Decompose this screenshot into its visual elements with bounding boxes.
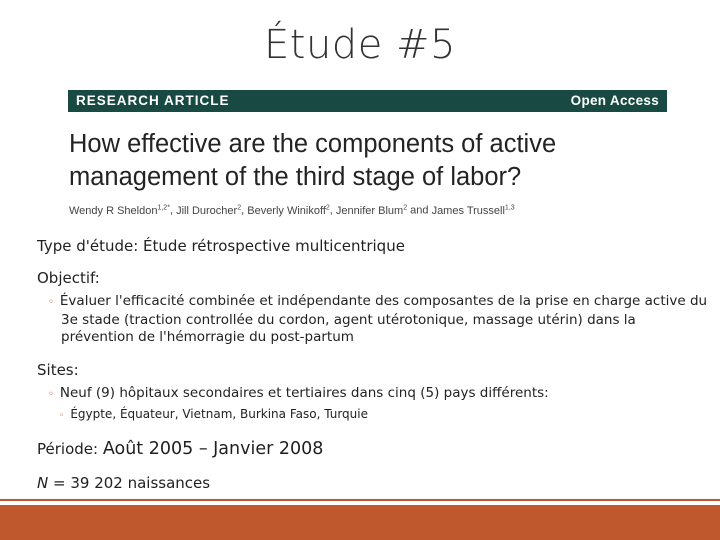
objective-label: Objectif:: [37, 269, 100, 287]
sample-size-line: [37, 474, 210, 492]
period-value: Août 2005 – Janvier 2008: [102, 439, 324, 459]
article-authors: Wendy R Sheldon$^{1,2*}$, Jill Durocher$^2$, Beverly Winikoff$^2$, Jennifer Blum$^2$ and James Trussell$^{1,3}$: [69, 204, 515, 217]
article-heading: [69, 128, 669, 194]
n-value: = 39 202 naissances: [53, 474, 211, 492]
article-heading-line-1: How effective are the components of active: [69, 130, 557, 158]
countries-item: [59, 407, 368, 421]
objective-item: [48, 293, 708, 347]
research-article-banner: [68, 90, 667, 112]
slide-title: Étude #5: [264, 22, 456, 68]
n-label: N: [37, 474, 49, 492]
bullet-icon: ◦: [48, 389, 54, 400]
author: Wendy R Sheldon$^{1,2*}$: [69, 204, 170, 217]
author: Jill Durocher$^2$: [176, 204, 242, 217]
sites-text: Neuf (9) hôpitaux secondaires et tertiaires dans cinq (5) pays différents:: [59, 385, 549, 401]
bullet-icon: ◦: [48, 297, 54, 308]
sites-item: [48, 385, 549, 401]
article-heading-line-2: management of the third stage of labor?: [69, 163, 522, 191]
countries-text: Égypte, Équateur, Vietnam, Burkina Faso, Turquie: [70, 407, 368, 421]
banner-label: RESEARCH ARTICLE: [76, 93, 230, 108]
footer-bar: [0, 505, 720, 540]
study-type: Type d'étude: Étude rétrospective multicentrique: [37, 237, 405, 255]
objective-text: Évaluer l'efficacité combinée et indépendante des composantes de la prise en charge active du 3e stade (traction controllée du cordon, agent utérotonique, massage utérin) dans la prévention de l'hémorragie du post-partum: [59, 293, 708, 345]
bullet-icon: ◦: [59, 411, 65, 421]
author: Beverly Winikoff$^2$: [247, 204, 330, 217]
period-line: [37, 439, 323, 459]
author: Jennifer Blum$^2$: [335, 204, 408, 217]
period-label: Période:: [37, 440, 99, 458]
sites-label: Sites:: [37, 361, 79, 379]
author: James Trussell$^{1,3}$: [431, 204, 515, 217]
open-access-label: Open Access: [570, 93, 659, 108]
footer-divider: [0, 499, 720, 501]
